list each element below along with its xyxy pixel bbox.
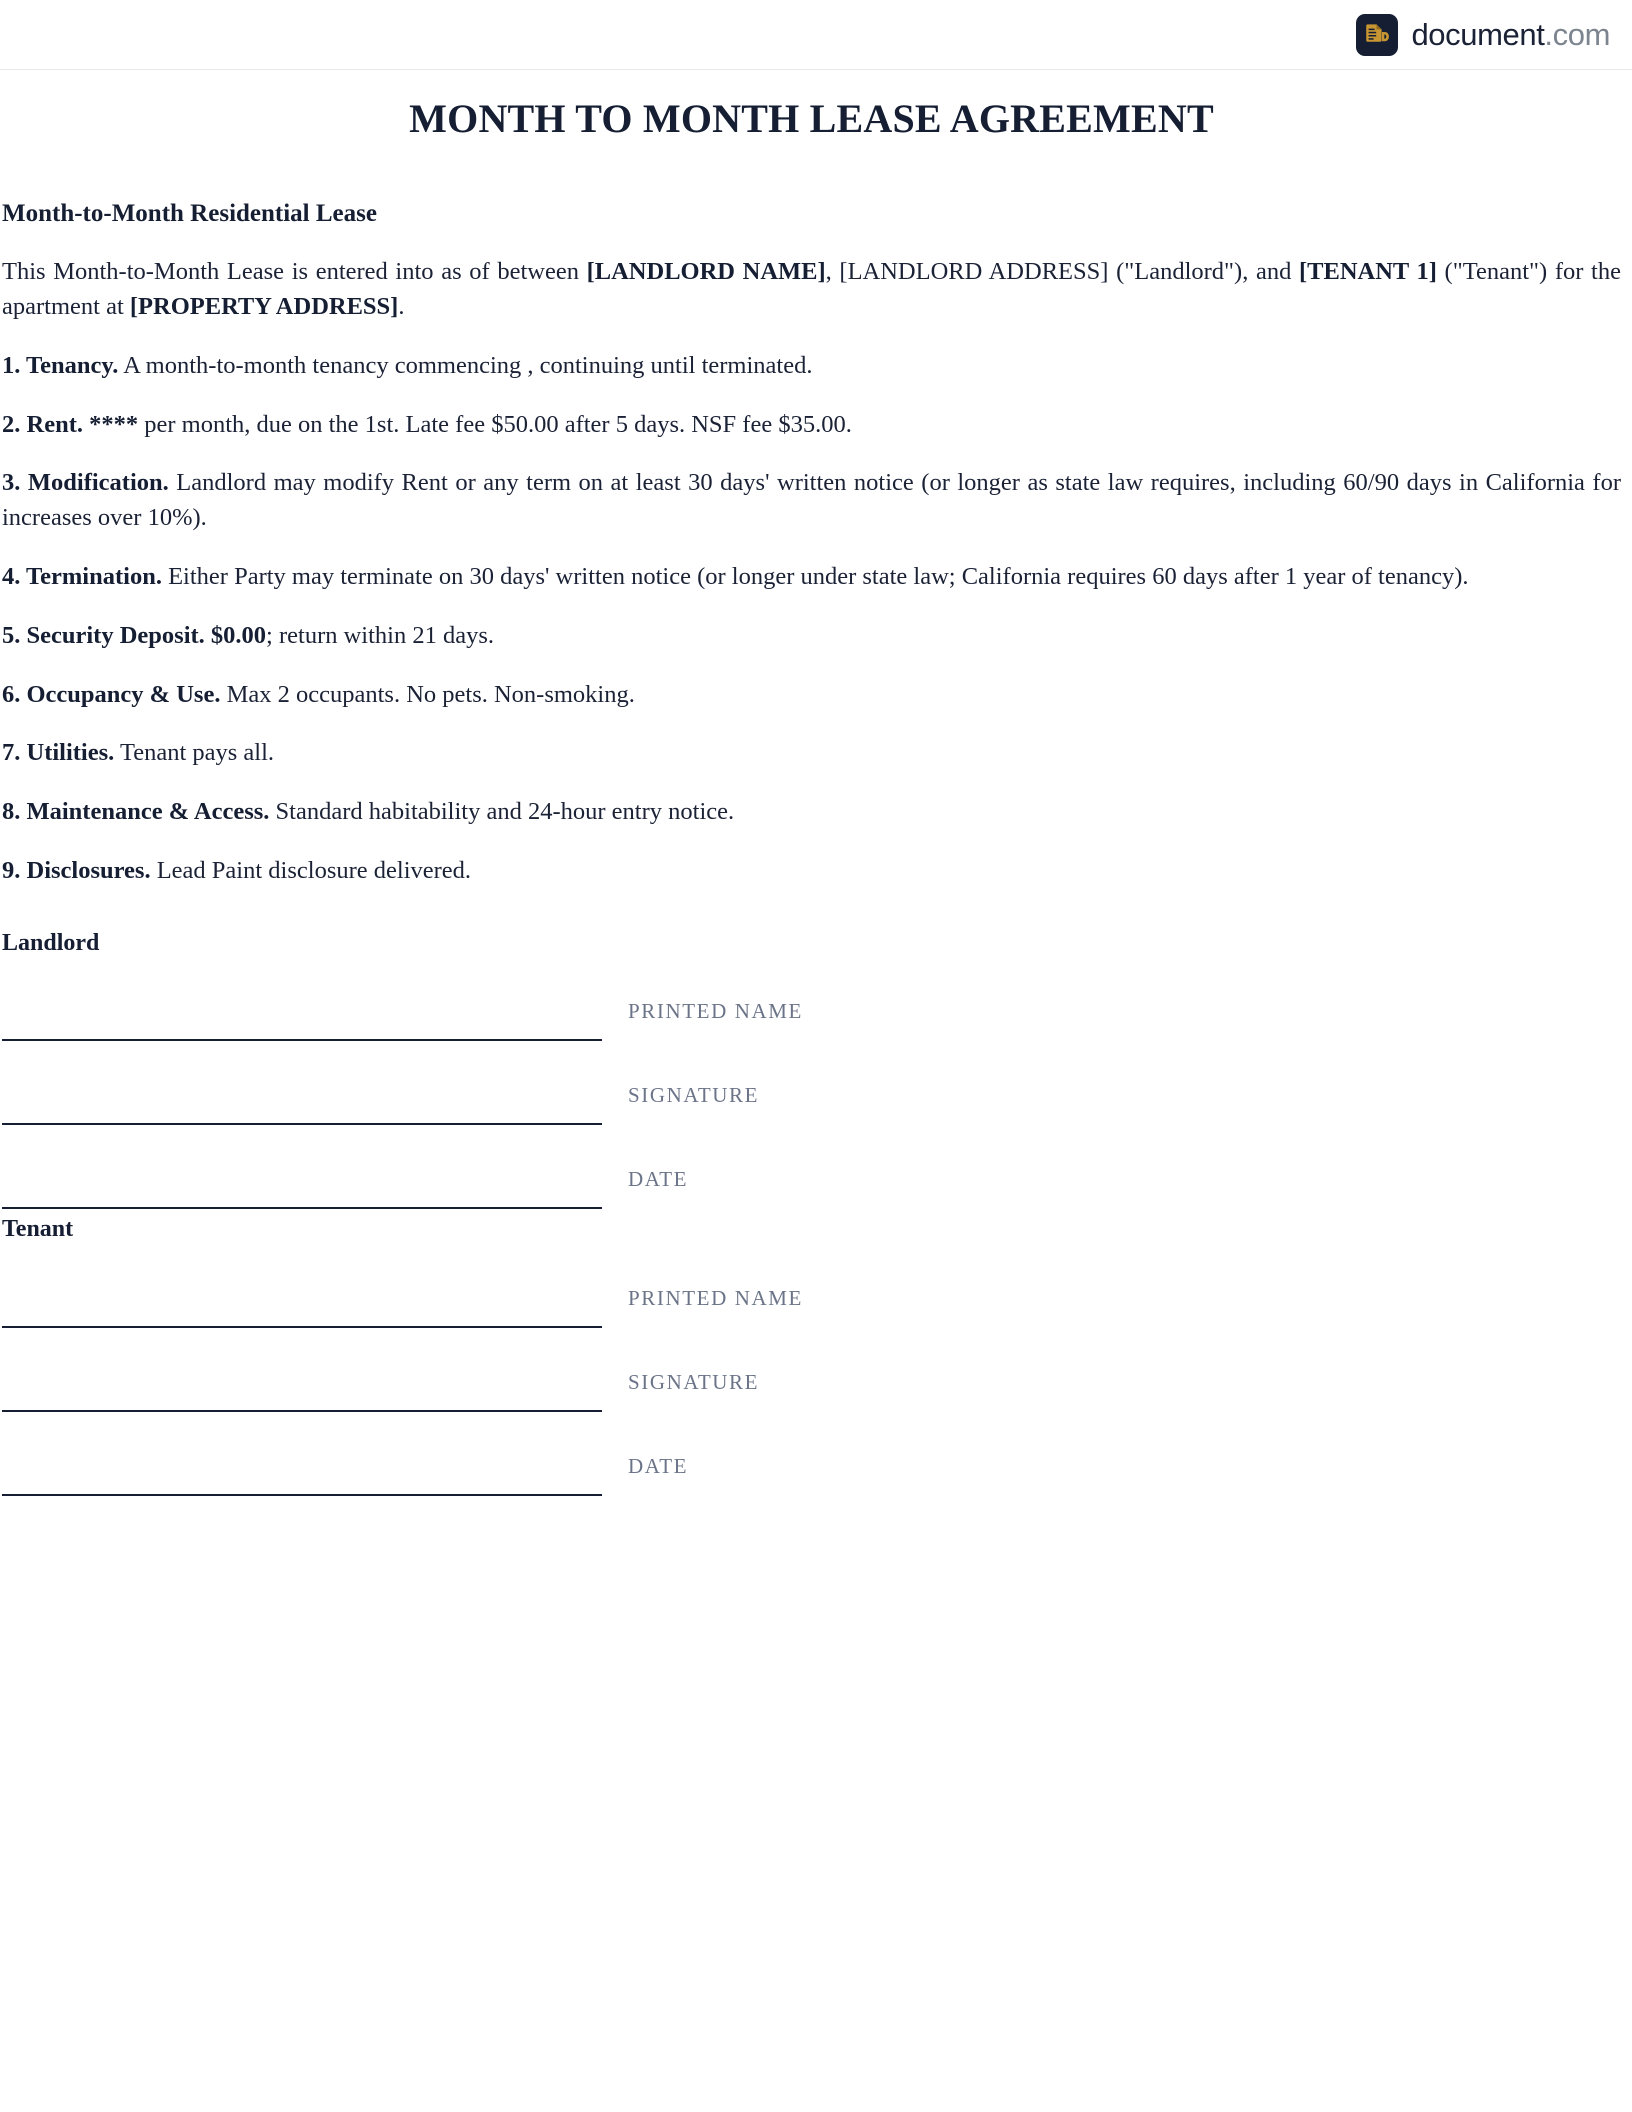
- tenant-signature-label: SIGNATURE: [628, 1370, 760, 1395]
- document-body: [0, 96, 1632, 1496]
- clause-3-text: Landlord may modify Rent or any term on at least 30 days' written notice (or longer as state law requires, including 60/90 days in California for increases over 10%).: [2, 469, 1621, 532]
- clause-8-label: 8. Maintenance & Access.: [2, 798, 270, 826]
- tenant-name-placeholder: [TENANT 1]: [1299, 258, 1437, 286]
- clause-5-label: 5. Security Deposit. $0.00: [2, 621, 267, 649]
- clause-8: [2, 795, 1621, 830]
- tenant-date-label: DATE: [628, 1454, 689, 1479]
- landlord-printed-name-label: PRINTED NAME: [628, 999, 803, 1024]
- brand-name: document: [1411, 17, 1545, 52]
- page-header: [0, 0, 1632, 70]
- intro-text-part4: .: [398, 293, 405, 321]
- clause-3-label: 3. Modification.: [2, 469, 169, 497]
- tenant-signature-field[interactable]: [2, 1328, 602, 1412]
- clause-7-text: Tenant pays all.: [114, 739, 275, 767]
- landlord-printed-name-field[interactable]: [2, 957, 602, 1041]
- clause-1-label: 1. Tenancy.: [2, 351, 119, 379]
- clause-6: [2, 678, 1621, 713]
- clause-6-label: 6. Occupancy & Use.: [2, 680, 221, 708]
- landlord-date-field[interactable]: [2, 1125, 602, 1209]
- landlord-printed-name-row: [2, 957, 1621, 1041]
- clause-9-label: 9. Disclosures.: [2, 856, 151, 884]
- landlord-name-placeholder: [LANDLORD NAME]: [586, 258, 826, 286]
- intro-text-part3: ("Tenant") for the apartment at: [2, 258, 1621, 321]
- clause-3: [2, 466, 1621, 536]
- intro-paragraph: [2, 255, 1621, 325]
- page-title: MONTH TO MONTH LEASE AGREEMENT: [409, 96, 1214, 141]
- intro-text-part2: , [LANDLORD ADDRESS] ("Landlord"), and: [825, 258, 1299, 286]
- clause-8-text: Standard habitability and 24-hour entry notice.: [269, 798, 735, 826]
- tenant-date-row: [2, 1412, 1621, 1496]
- clause-9: [2, 854, 1621, 889]
- tenant-signature-block: [2, 1244, 1621, 1496]
- tenant-printed-name-field[interactable]: [2, 1244, 602, 1328]
- tenant-date-field[interactable]: [2, 1412, 602, 1496]
- tenant-signature-row: [2, 1328, 1621, 1412]
- tenant-printed-name-row: [2, 1244, 1621, 1328]
- landlord-date-label: DATE: [628, 1167, 689, 1192]
- clause-6-text: Max 2 occupants. No pets. Non-smoking.: [220, 680, 635, 708]
- clause-4-label: 4. Termination.: [2, 562, 162, 590]
- brand-tld: .com: [1544, 17, 1610, 52]
- document-logo-icon: [1356, 14, 1398, 56]
- clause-2: [2, 408, 1621, 443]
- clause-5-text: ; return within 21 days.: [266, 621, 494, 649]
- clause-1: [2, 349, 1621, 384]
- brand-wordmark: [1411, 19, 1610, 50]
- clause-4: [2, 560, 1621, 595]
- clause-5: [2, 619, 1621, 654]
- landlord-signature-field[interactable]: [2, 1041, 602, 1125]
- tenant-printed-name-label: PRINTED NAME: [628, 1286, 803, 1311]
- section-heading: Month-to-Month Residential Lease: [2, 200, 377, 227]
- clause-2-label: 2. Rent. ****: [2, 410, 139, 438]
- clause-4-text: Either Party may terminate on 30 days' written notice (or longer under state law; California requires 60 days after 1 year of tenancy).: [161, 562, 1469, 590]
- clause-7-label: 7. Utilities.: [2, 739, 115, 767]
- tenant-heading: Tenant: [2, 1216, 74, 1243]
- clause-7: [2, 736, 1621, 771]
- clause-9-text: Lead Paint disclosure delivered.: [150, 856, 472, 884]
- landlord-heading: Landlord: [2, 929, 100, 956]
- brand-logo[interactable]: [1356, 14, 1610, 56]
- landlord-date-row: [2, 1125, 1621, 1209]
- landlord-signature-block: [2, 957, 1621, 1209]
- clause-1-text: A month-to-month tenancy commencing , continuing until terminated.: [118, 351, 813, 379]
- property-address-placeholder: [PROPERTY ADDRESS]: [129, 293, 399, 321]
- clause-2-text: per month, due on the 1st. Late fee $50.00 after 5 days. NSF fee $35.00.: [138, 410, 852, 438]
- intro-text-part1: This Month-to-Month Lease is entered into as of between: [2, 258, 587, 286]
- landlord-signature-row: [2, 1041, 1621, 1125]
- landlord-signature-label: SIGNATURE: [628, 1083, 760, 1108]
